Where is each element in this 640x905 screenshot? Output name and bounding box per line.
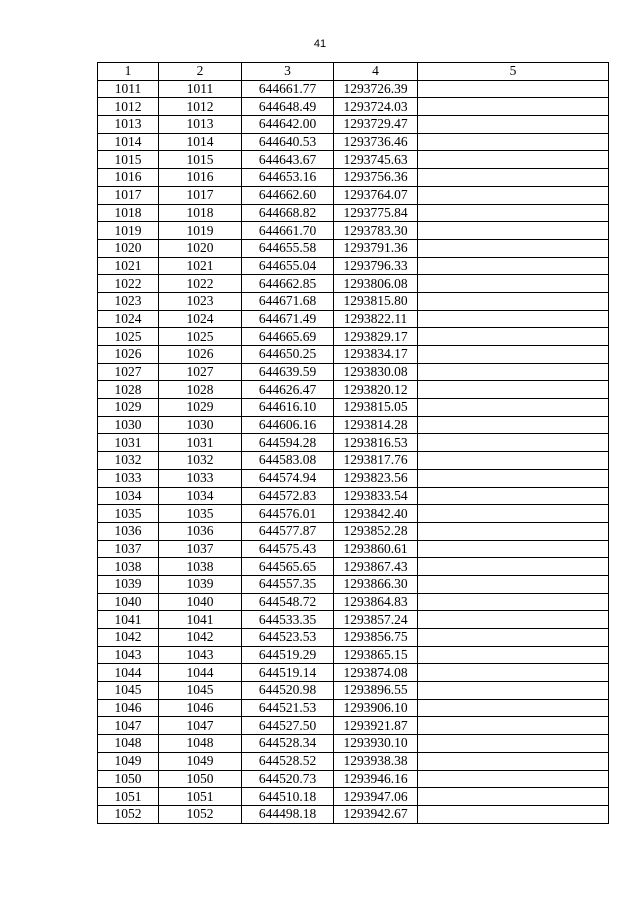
column-header-2: 2 (159, 63, 242, 81)
table-cell-col-3: 644668.82 (242, 204, 334, 222)
table-row (98, 98, 609, 116)
table-cell-col-3: 644639.59 (242, 363, 334, 381)
table-row (98, 593, 609, 611)
table-cell-col-2: 1044 (159, 664, 242, 682)
table-cell-col-2: 1034 (159, 487, 242, 505)
table-cell-col-1: 1032 (98, 452, 159, 470)
table-cell-col-4: 1293857.24 (334, 611, 418, 629)
table-row (98, 80, 609, 98)
table-cell-col-3: 644528.52 (242, 752, 334, 770)
table-row (98, 257, 609, 275)
table-row (98, 752, 609, 770)
table-cell-col-2: 1037 (159, 540, 242, 558)
table-cell-col-5 (418, 629, 609, 647)
table-cell-col-4: 1293823.56 (334, 469, 418, 487)
table-row (98, 452, 609, 470)
table-cell-col-4: 1293726.39 (334, 80, 418, 98)
table-cell-col-2: 1050 (159, 770, 242, 788)
table-cell-col-1: 1051 (98, 788, 159, 806)
table-cell-col-4: 1293814.28 (334, 416, 418, 434)
table-cell-col-4: 1293930.10 (334, 735, 418, 753)
table-cell-col-2: 1022 (159, 275, 242, 293)
table-cell-col-3: 644574.94 (242, 469, 334, 487)
table-cell-col-2: 1024 (159, 310, 242, 328)
table-cell-col-5 (418, 133, 609, 151)
table-cell-col-3: 644662.60 (242, 186, 334, 204)
column-header-1: 1 (98, 63, 159, 81)
table-cell-col-5 (418, 735, 609, 753)
table-cell-col-1: 1043 (98, 646, 159, 664)
table-cell-col-1: 1037 (98, 540, 159, 558)
table-cell-col-5 (418, 505, 609, 523)
table-cell-col-1: 1028 (98, 381, 159, 399)
table-cell-col-1: 1029 (98, 399, 159, 417)
table-row (98, 204, 609, 222)
table-row (98, 381, 609, 399)
table-cell-col-3: 644626.47 (242, 381, 334, 399)
column-header-5: 5 (418, 63, 609, 81)
table-cell-col-5 (418, 257, 609, 275)
table-cell-col-3: 644642.00 (242, 116, 334, 134)
table-cell-col-1: 1034 (98, 487, 159, 505)
table-cell-col-3: 644510.18 (242, 788, 334, 806)
table-cell-col-5 (418, 487, 609, 505)
table-cell-col-5 (418, 752, 609, 770)
table-cell-col-1: 1040 (98, 593, 159, 611)
table-cell-col-2: 1028 (159, 381, 242, 399)
table-row (98, 664, 609, 682)
table-cell-col-1: 1050 (98, 770, 159, 788)
table-body (98, 80, 609, 823)
table-cell-col-2: 1027 (159, 363, 242, 381)
table-cell-col-5 (418, 469, 609, 487)
table-cell-col-1: 1011 (98, 80, 159, 98)
table-row (98, 239, 609, 257)
table-cell-col-2: 1047 (159, 717, 242, 735)
table-cell-col-1: 1027 (98, 363, 159, 381)
table-cell-col-3: 644616.10 (242, 399, 334, 417)
table-cell-col-3: 644640.53 (242, 133, 334, 151)
table-cell-col-3: 644662.85 (242, 275, 334, 293)
table-row (98, 788, 609, 806)
table-cell-col-2: 1012 (159, 98, 242, 116)
table-cell-col-2: 1025 (159, 328, 242, 346)
table-row (98, 805, 609, 823)
table-cell-col-3: 644661.77 (242, 80, 334, 98)
table-cell-col-1: 1046 (98, 699, 159, 717)
table-cell-col-2: 1040 (159, 593, 242, 611)
table-cell-col-1: 1047 (98, 717, 159, 735)
table-cell-col-4: 1293906.10 (334, 699, 418, 717)
table-cell-col-2: 1020 (159, 239, 242, 257)
table-cell-col-4: 1293764.07 (334, 186, 418, 204)
table-cell-col-3: 644671.49 (242, 310, 334, 328)
table-cell-col-5 (418, 664, 609, 682)
table-cell-col-2: 1026 (159, 346, 242, 364)
table-cell-col-5 (418, 646, 609, 664)
table-cell-col-3: 644533.35 (242, 611, 334, 629)
table-cell-col-5 (418, 186, 609, 204)
table-cell-col-3: 644655.04 (242, 257, 334, 275)
table-cell-col-5 (418, 611, 609, 629)
table-row (98, 646, 609, 664)
table-cell-col-1: 1020 (98, 239, 159, 257)
table-cell-col-5 (418, 275, 609, 293)
table-cell-col-1: 1038 (98, 558, 159, 576)
table-cell-col-3: 644548.72 (242, 593, 334, 611)
table-cell-col-2: 1051 (159, 788, 242, 806)
table-cell-col-1: 1049 (98, 752, 159, 770)
table-cell-col-5 (418, 116, 609, 134)
table-cell-col-1: 1017 (98, 186, 159, 204)
table-cell-col-4: 1293830.08 (334, 363, 418, 381)
table-cell-col-1: 1018 (98, 204, 159, 222)
table-row (98, 505, 609, 523)
table-cell-col-1: 1024 (98, 310, 159, 328)
table-row (98, 346, 609, 364)
table-cell-col-5 (418, 98, 609, 116)
table-row (98, 292, 609, 310)
table-cell-col-3: 644520.73 (242, 770, 334, 788)
table-row (98, 275, 609, 293)
table-cell-col-3: 644650.25 (242, 346, 334, 364)
table-cell-col-3: 644565.65 (242, 558, 334, 576)
table-row (98, 151, 609, 169)
table-row (98, 363, 609, 381)
table-cell-col-5 (418, 434, 609, 452)
table-cell-col-4: 1293942.67 (334, 805, 418, 823)
table-cell-col-1: 1039 (98, 575, 159, 593)
header-row (98, 63, 609, 81)
table-cell-col-4: 1293745.63 (334, 151, 418, 169)
table-cell-col-2: 1041 (159, 611, 242, 629)
table-cell-col-2: 1018 (159, 204, 242, 222)
table-cell-col-2: 1033 (159, 469, 242, 487)
table-row (98, 169, 609, 187)
table-cell-col-3: 644648.49 (242, 98, 334, 116)
table-cell-col-5 (418, 381, 609, 399)
table-cell-col-5 (418, 558, 609, 576)
table-cell-col-5 (418, 363, 609, 381)
table-cell-col-5 (418, 416, 609, 434)
table-cell-col-1: 1035 (98, 505, 159, 523)
table-row (98, 133, 609, 151)
table-cell-col-2: 1030 (159, 416, 242, 434)
table-cell-col-3: 644671.68 (242, 292, 334, 310)
table-cell-col-4: 1293842.40 (334, 505, 418, 523)
table-cell-col-1: 1042 (98, 629, 159, 647)
table-cell-col-4: 1293864.83 (334, 593, 418, 611)
table-cell-col-5 (418, 222, 609, 240)
table-cell-col-1: 1021 (98, 257, 159, 275)
table-cell-col-3: 644498.18 (242, 805, 334, 823)
table-cell-col-3: 644557.35 (242, 575, 334, 593)
table-cell-col-4: 1293947.06 (334, 788, 418, 806)
table-row (98, 629, 609, 647)
table-cell-col-2: 1016 (159, 169, 242, 187)
table-header (98, 63, 609, 81)
table-cell-col-2: 1039 (159, 575, 242, 593)
table-cell-col-3: 644519.14 (242, 664, 334, 682)
table-cell-col-4: 1293724.03 (334, 98, 418, 116)
table-cell-col-1: 1012 (98, 98, 159, 116)
table-cell-col-1: 1022 (98, 275, 159, 293)
table-cell-col-4: 1293791.36 (334, 239, 418, 257)
table-cell-col-1: 1019 (98, 222, 159, 240)
table-cell-col-3: 644583.08 (242, 452, 334, 470)
table-row (98, 770, 609, 788)
table-cell-col-2: 1032 (159, 452, 242, 470)
table-cell-col-2: 1036 (159, 522, 242, 540)
table-cell-col-4: 1293775.84 (334, 204, 418, 222)
table-cell-col-5 (418, 151, 609, 169)
table-cell-col-4: 1293946.16 (334, 770, 418, 788)
table-cell-col-4: 1293815.80 (334, 292, 418, 310)
table-cell-col-2: 1014 (159, 133, 242, 151)
table-cell-col-5 (418, 239, 609, 257)
table-row (98, 434, 609, 452)
table-row (98, 682, 609, 700)
table-row (98, 487, 609, 505)
table-cell-col-4: 1293860.61 (334, 540, 418, 558)
table-cell-col-1: 1025 (98, 328, 159, 346)
table-cell-col-5 (418, 169, 609, 187)
table-cell-col-5 (418, 805, 609, 823)
table-cell-col-4: 1293866.30 (334, 575, 418, 593)
table-cell-col-4: 1293921.87 (334, 717, 418, 735)
table-cell-col-1: 1048 (98, 735, 159, 753)
table-cell-col-2: 1017 (159, 186, 242, 204)
table-cell-col-3: 644528.34 (242, 735, 334, 753)
table-cell-col-1: 1023 (98, 292, 159, 310)
table-cell-col-5 (418, 717, 609, 735)
table-cell-col-3: 644661.70 (242, 222, 334, 240)
table-cell-col-3: 644594.28 (242, 434, 334, 452)
table-cell-col-2: 1019 (159, 222, 242, 240)
table-row (98, 469, 609, 487)
table-row (98, 558, 609, 576)
table-cell-col-1: 1045 (98, 682, 159, 700)
table-cell-col-1: 1041 (98, 611, 159, 629)
table-cell-col-4: 1293736.46 (334, 133, 418, 151)
table-cell-col-5 (418, 80, 609, 98)
table-row (98, 699, 609, 717)
table-row (98, 310, 609, 328)
table-cell-col-5 (418, 292, 609, 310)
table-cell-col-2: 1013 (159, 116, 242, 134)
table-cell-col-1: 1030 (98, 416, 159, 434)
table-cell-col-2: 1035 (159, 505, 242, 523)
table-cell-col-5 (418, 310, 609, 328)
table-cell-col-5 (418, 540, 609, 558)
table-cell-col-4: 1293783.30 (334, 222, 418, 240)
table-cell-col-5 (418, 328, 609, 346)
table-row (98, 328, 609, 346)
table-cell-col-2: 1045 (159, 682, 242, 700)
coordinates-table (97, 62, 609, 824)
table-cell-col-4: 1293806.08 (334, 275, 418, 293)
table-cell-col-5 (418, 399, 609, 417)
table-cell-col-2: 1023 (159, 292, 242, 310)
table-cell-col-3: 644643.67 (242, 151, 334, 169)
table-cell-col-1: 1044 (98, 664, 159, 682)
table-cell-col-3: 644521.53 (242, 699, 334, 717)
table-cell-col-3: 644655.58 (242, 239, 334, 257)
table-cell-col-1: 1014 (98, 133, 159, 151)
table-row (98, 735, 609, 753)
table-cell-col-1: 1026 (98, 346, 159, 364)
table-cell-col-4: 1293833.54 (334, 487, 418, 505)
table-cell-col-3: 644653.16 (242, 169, 334, 187)
table-cell-col-4: 1293852.28 (334, 522, 418, 540)
table-cell-col-4: 1293729.47 (334, 116, 418, 134)
table-cell-col-5 (418, 699, 609, 717)
table-cell-col-4: 1293856.75 (334, 629, 418, 647)
table-cell-col-4: 1293834.17 (334, 346, 418, 364)
table-cell-col-3: 644572.83 (242, 487, 334, 505)
table-cell-col-1: 1015 (98, 151, 159, 169)
table-cell-col-1: 1031 (98, 434, 159, 452)
table-cell-col-4: 1293816.53 (334, 434, 418, 452)
table-cell-col-5 (418, 575, 609, 593)
table-cell-col-1: 1036 (98, 522, 159, 540)
table-row (98, 575, 609, 593)
table-cell-col-4: 1293756.36 (334, 169, 418, 187)
table-cell-col-5 (418, 770, 609, 788)
table-cell-col-1: 1016 (98, 169, 159, 187)
table-cell-col-1: 1013 (98, 116, 159, 134)
table-cell-col-4: 1293865.15 (334, 646, 418, 664)
table-cell-col-4: 1293874.08 (334, 664, 418, 682)
table-cell-col-2: 1011 (159, 80, 242, 98)
table-cell-col-2: 1048 (159, 735, 242, 753)
table-cell-col-2: 1029 (159, 399, 242, 417)
table-cell-col-5 (418, 593, 609, 611)
table-cell-col-4: 1293938.38 (334, 752, 418, 770)
table-cell-col-3: 644520.98 (242, 682, 334, 700)
column-header-4: 4 (334, 63, 418, 81)
table-cell-col-4: 1293817.76 (334, 452, 418, 470)
table-row (98, 717, 609, 735)
table-cell-col-2: 1038 (159, 558, 242, 576)
table-cell-col-3: 644577.87 (242, 522, 334, 540)
table-cell-col-4: 1293796.33 (334, 257, 418, 275)
table-row (98, 222, 609, 240)
table-cell-col-5 (418, 788, 609, 806)
table-cell-col-4: 1293822.11 (334, 310, 418, 328)
table-cell-col-2: 1021 (159, 257, 242, 275)
table-cell-col-2: 1043 (159, 646, 242, 664)
table-row (98, 399, 609, 417)
table-cell-col-4: 1293815.05 (334, 399, 418, 417)
table-cell-col-4: 1293867.43 (334, 558, 418, 576)
table-cell-col-3: 644523.53 (242, 629, 334, 647)
table-cell-col-2: 1046 (159, 699, 242, 717)
table-cell-col-3: 644665.69 (242, 328, 334, 346)
table-cell-col-3: 644527.50 (242, 717, 334, 735)
table-cell-col-2: 1042 (159, 629, 242, 647)
table-cell-col-4: 1293829.17 (334, 328, 418, 346)
table-cell-col-5 (418, 204, 609, 222)
table-cell-col-4: 1293820.12 (334, 381, 418, 399)
table-row (98, 416, 609, 434)
table-cell-col-2: 1015 (159, 151, 242, 169)
table-row (98, 611, 609, 629)
table-cell-col-5 (418, 452, 609, 470)
table-row (98, 116, 609, 134)
table-row (98, 540, 609, 558)
table-cell-col-3: 644576.01 (242, 505, 334, 523)
table-cell-col-1: 1052 (98, 805, 159, 823)
table-row (98, 186, 609, 204)
table-cell-col-3: 644519.29 (242, 646, 334, 664)
table-cell-col-2: 1052 (159, 805, 242, 823)
page-number: 41 (313, 38, 327, 50)
table-cell-col-4: 1293896.55 (334, 682, 418, 700)
table-row (98, 522, 609, 540)
table-cell-col-5 (418, 522, 609, 540)
table-cell-col-3: 644606.16 (242, 416, 334, 434)
table-cell-col-5 (418, 346, 609, 364)
table-cell-col-2: 1031 (159, 434, 242, 452)
column-header-3: 3 (242, 63, 334, 81)
table-cell-col-2: 1049 (159, 752, 242, 770)
table-cell-col-1: 1033 (98, 469, 159, 487)
table-cell-col-3: 644575.43 (242, 540, 334, 558)
table-cell-col-5 (418, 682, 609, 700)
